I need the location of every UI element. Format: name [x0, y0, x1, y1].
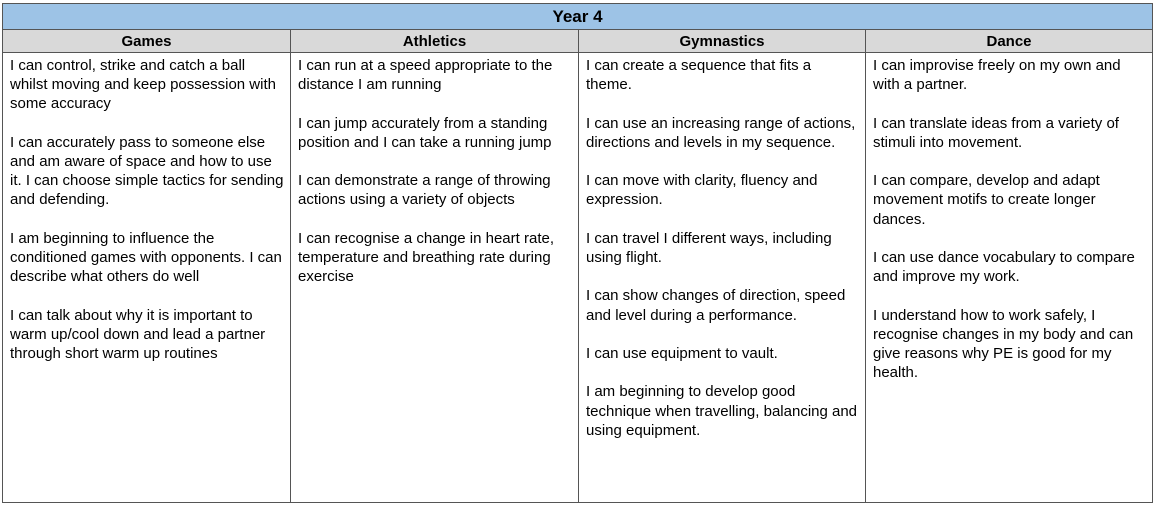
body-row — [3, 53, 1152, 502]
curriculum-table — [2, 3, 1153, 503]
dance-statement: I understand how to work safely, I recognise changes in my body and can give reasons why PE is good for my health. — [873, 306, 1134, 382]
header-athletics: Athletics — [291, 30, 579, 52]
games-statement: I can control, strike and catch a ball whilst moving and keep possession with some accuracy — [10, 57, 276, 113]
gymnastics-cell — [579, 53, 866, 502]
dance-statement: I can improvise freely on my own and with a partner. — [873, 57, 1121, 94]
header-dance: Dance — [986, 32, 1032, 50]
header-row — [3, 30, 1152, 53]
athletics-statement: I can run at a speed appropriate to the distance I am running — [298, 57, 553, 94]
games-statement: I am beginning to influence the conditioned games with opponents. I can describe what others do well — [10, 229, 282, 286]
dance-statement: I can compare, develop and adapt movement motifs to create longer dances. — [873, 172, 1100, 228]
gymnastics-statement: I can create a sequence that fits a theme. — [586, 57, 812, 94]
athletics-statement: I can demonstrate a range of throwing actions using a variety of objects — [298, 172, 551, 209]
table-title: Year 4 — [3, 4, 1152, 30]
athletics-statement: I can jump accurately from a standing position and I can take a running jump — [298, 114, 552, 151]
games-cell — [3, 53, 291, 502]
header-games: Games — [3, 30, 291, 52]
gymnastics-statement: I am beginning to develop good technique when travelling, balancing and using equipment. — [586, 383, 858, 439]
dance-statement: I can translate ideas from a variety of stimuli into movement. — [873, 114, 1119, 151]
gymnastics-statement: I can travel I different ways, including using flight. — [586, 229, 832, 266]
athletics-cell — [291, 53, 579, 502]
athletics-statement: I can recognise a change in heart rate, temperature and breathing rate during exercise — [298, 229, 554, 286]
games-statement: I can accurately pass to someone else and am aware of space and how to use it. I can choose simple tactics for sending and defending. — [10, 133, 284, 209]
gymnastics-statement: I can move with clarity, fluency and expression. — [586, 172, 818, 209]
games-statement: I can talk about why it is important to warm up/cool down and lead a partner through short warm up routines — [10, 306, 266, 362]
header-gymnastics: Gymnastics — [579, 30, 866, 52]
gymnastics-statement: I can use an increasing range of actions, directions and levels in my sequence. — [586, 114, 856, 151]
dance-cell — [866, 53, 1152, 502]
gymnastics-statement: I can use equipment to vault. — [586, 344, 778, 362]
dance-statement: I can use dance vocabulary to compare and improve my work. — [873, 248, 1135, 286]
gymnastics-statement: I can show changes of direction, speed and level during a performance. — [586, 287, 846, 324]
